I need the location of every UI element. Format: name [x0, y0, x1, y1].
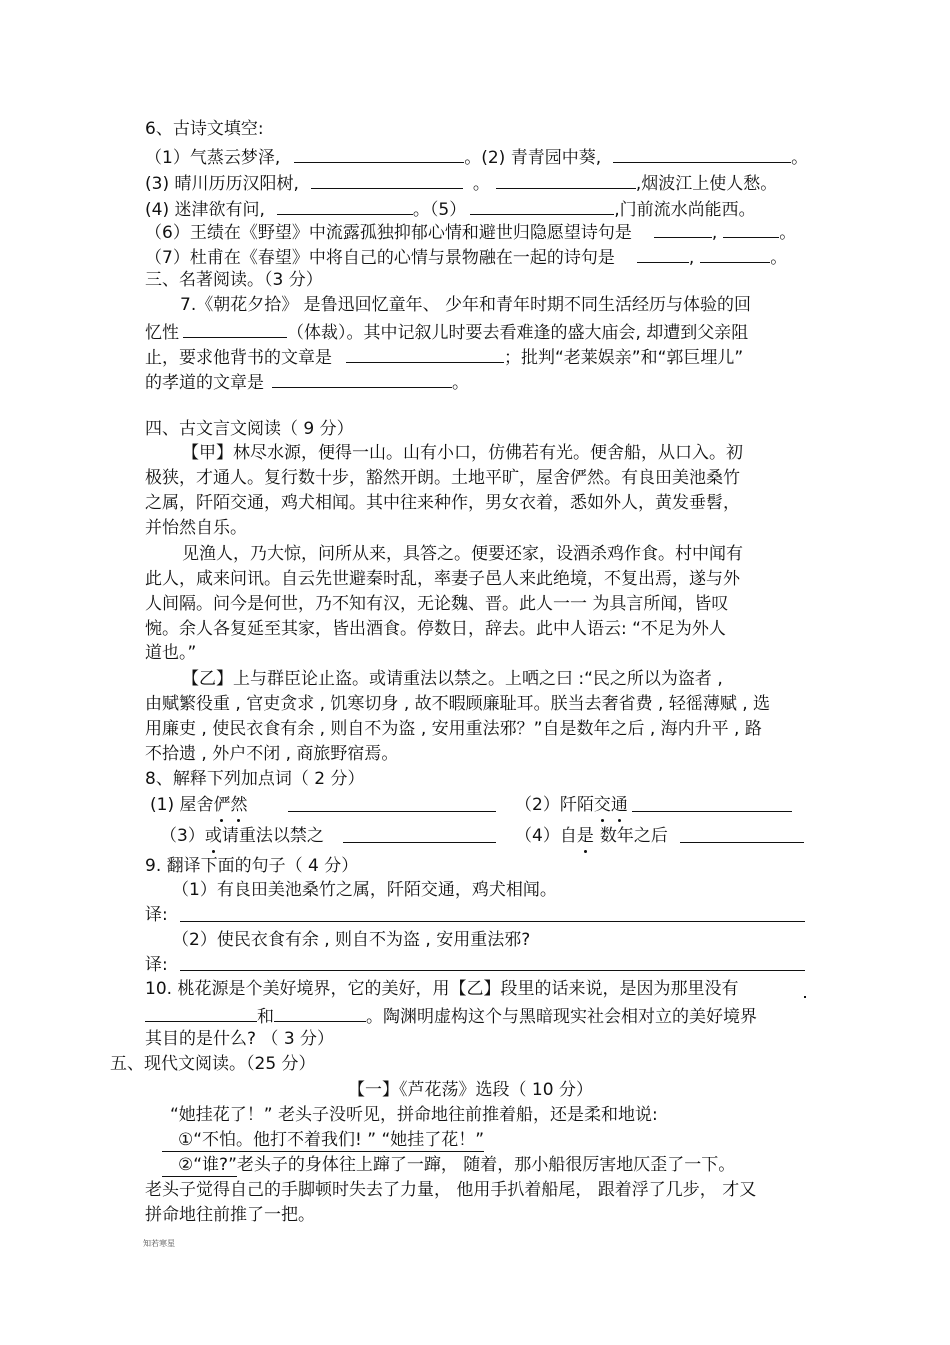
q8-item-1: (1) 屋舍俨然: [150, 795, 248, 815]
q6-item-1: （1）气蒸云梦泽,: [145, 148, 281, 168]
passage-yi-line: 由赋繁役重 , 官吏贪求 , 饥寒切身 , 故不暇顾廉耻耳。朕当去奢省费 , 轻徭薄赋 , 选: [145, 694, 771, 714]
passage-jia-line: 之属，阡陌交通，鸡犬相闻。其中往来种作，男女衣着，悉如外人，黄发垂髫，: [145, 493, 740, 513]
q8-item-4: （4）自是 数年之后: [515, 826, 668, 846]
answer-line[interactable]: [680, 842, 804, 843]
q8-title: 8、解释下列加点词（ 2 分）: [145, 769, 365, 789]
answer-blank[interactable]: [700, 244, 770, 263]
q7-line-2: 忆性 （体裁）。其中记叙儿时要去看难逢的盛大庙会, 却遭到父亲阻: [145, 319, 748, 344]
q10-line-2: 和 。陶渊明虚构这个与黑暗现实社会相对立的美好境界: [145, 1003, 757, 1028]
answer-blank[interactable]: [294, 144, 464, 163]
translation-label: 译:: [145, 955, 168, 975]
answer-blank[interactable]: [145, 1003, 257, 1022]
q8-item-2: （2）阡陌交通: [515, 795, 628, 815]
q6-item-3: (3) 晴川历历汉阳树,: [145, 174, 299, 194]
translation-label: 译:: [145, 905, 168, 925]
passage-jia-line: 并怡然自乐。: [145, 518, 247, 538]
q10-line-1: 10. 桃花源是个美好境界，它的美好，用【乙】段里的话来说，是因为那里没有: [145, 979, 739, 999]
answer-line[interactable]: [343, 842, 496, 843]
q6-item-7: （7）杜甫在《春望》中将自己的心情与景物融在一起的诗句是: [145, 248, 615, 268]
q9-title: 9. 翻译下面的句子（ 4 分）: [145, 856, 359, 876]
reading-paragraph: 拼命地往前推了一把。: [145, 1205, 315, 1225]
answer-line[interactable]: [288, 811, 496, 812]
passage-jia-line: 人间隔。问今是何世，乃不知有汉，无论魏、晋。此人一一 为具言所闻，皆叹: [145, 594, 729, 614]
reading-underlined-1: ①“不怕。他打不着我们! ” “她挂了花！”: [162, 1129, 484, 1151]
answer-blank[interactable]: [183, 319, 287, 338]
subsection-title: 【一】《芦花荡》选段（ 10 分）: [348, 1080, 593, 1100]
answer-blank[interactable]: [311, 170, 463, 189]
answer-blank[interactable]: [272, 369, 452, 388]
answer-line[interactable]: [180, 970, 805, 971]
passage-jia-line: 极狭，才通人。复行数十步，豁然开朗。土地平旷，屋舍俨然。有良田美池桑竹: [145, 468, 740, 488]
q10-line-3: 其目的是什么? （ 3 分）: [145, 1029, 335, 1049]
passage-yi-line: 【乙】上与群臣论止盗。或请重法以禁之。上哂之曰 :“民之所以为盗者 ,: [182, 669, 723, 689]
reading-underlined-2: ②“谁?”老头子的身体往上蹿了一蹿， 随着，那小船很厉害地仄歪了一下。: [162, 1154, 735, 1176]
passage-jia-line: 道也。”: [145, 643, 197, 663]
answer-blank[interactable]: [637, 244, 689, 263]
passage-jia-line: 惋。余人各复延至其家，皆出酒食。停数日，辞去。此中人语云: “不足为外人: [145, 619, 726, 639]
passage-jia-line: 见渔人，乃大惊，问所从来，具答之。便要还家，设酒杀鸡作食。村中闻有: [182, 544, 743, 564]
answer-blank[interactable]: [496, 170, 636, 189]
footer-text: 知若寒星: [143, 1239, 175, 1248]
answer-line[interactable]: [632, 811, 792, 812]
section-5-title: 五、现代文阅读。（25 分）: [110, 1054, 316, 1074]
passage-yi-line: 不拾遗 , 外户不闭 , 商旅野宿焉。: [145, 744, 399, 764]
q6-item-2: 。(2) 青青园中葵,: [464, 148, 602, 168]
reading-paragraph: “她挂花了！” 老头子没听见，拼命地往前推着船，还是柔和地说:: [170, 1105, 658, 1125]
passage-jia-line: 此人，咸来问讯。自云先世避秦时乱，率妻子邑人来此绝境，不复出焉，遂与外: [145, 569, 740, 589]
q6-line-5: （7）杜甫在《春望》中将自己的心情与景物融在一起的诗句是 , 。: [145, 244, 787, 269]
margin-mark: [804, 996, 806, 998]
answer-blank[interactable]: [654, 219, 712, 238]
section-3-title: 三、名著阅读。（3 分）: [145, 270, 323, 290]
q6-line-2: (3) 晴川历历汉阳树, 。 ,烟波江上使人愁。: [145, 170, 777, 195]
reading-paragraph: 老头子觉得自己的手脚顿时失去了力量， 他用手扒着船尾， 跟着浮了几步， 才又: [145, 1180, 757, 1200]
answer-blank[interactable]: [723, 219, 779, 238]
answer-blank[interactable]: [470, 196, 614, 215]
q9-sentence-2: （2）使民衣食有余 , 则自不为盗 , 安用重法邪?: [172, 930, 531, 950]
q6-line-4: （6）王绩在《野望》中流露孤独抑郁心情和避世归隐愿望诗句是 , 。: [145, 219, 796, 244]
q8-item-3: （3）或请重法以禁之: [160, 826, 324, 846]
answer-blank[interactable]: [346, 344, 504, 363]
answer-line[interactable]: [180, 921, 805, 922]
passage-yi-line: 用廉吏 , 使民衣食有余 , 则自不为盗 , 安用重法邪？”自是数年之后 , 海内升平 , 路: [145, 719, 762, 739]
q7-line-4: 的孝道的文章是 。: [145, 369, 469, 394]
section-4-title: 四、古文言文阅读（ 9 分）: [145, 419, 354, 439]
passage-jia-line: 【甲】林尽水源，便得一山。山有小口，仿佛若有光。便舍船，从口入。初: [182, 443, 743, 463]
q6-title: 6、古诗文填空:: [145, 119, 264, 139]
answer-blank[interactable]: [613, 144, 791, 163]
q7-line-3: 止，要求他背书的文章是 ；批判“老莱娱亲”和“郭巨埋儿”: [145, 344, 743, 369]
q9-sentence-1: （1）有良田美池桑竹之属，阡陌交通，鸡犬相闻。: [172, 880, 557, 900]
answer-blank[interactable]: [277, 196, 413, 215]
q6-item-4: (4) 迷津欲有问,: [145, 200, 265, 220]
q6-line-3: (4) 迷津欲有问, 。（5） ,门前流水尚能西。: [145, 196, 756, 221]
q6-line-1: （1）气蒸云梦泽, 。(2) 青青园中葵, 。: [145, 144, 808, 169]
q6-item-5: 。（5）: [412, 200, 467, 220]
q6-item-6: （6）王绩在《野望》中流露孤独抑郁心情和避世归隐愿望诗句是: [145, 223, 632, 243]
answer-blank[interactable]: [274, 1003, 366, 1022]
q7-line-1: 7.《朝花夕拾》 是鲁迅回忆童年、 少年和青年时期不同生活经历与体验的回: [180, 295, 752, 315]
